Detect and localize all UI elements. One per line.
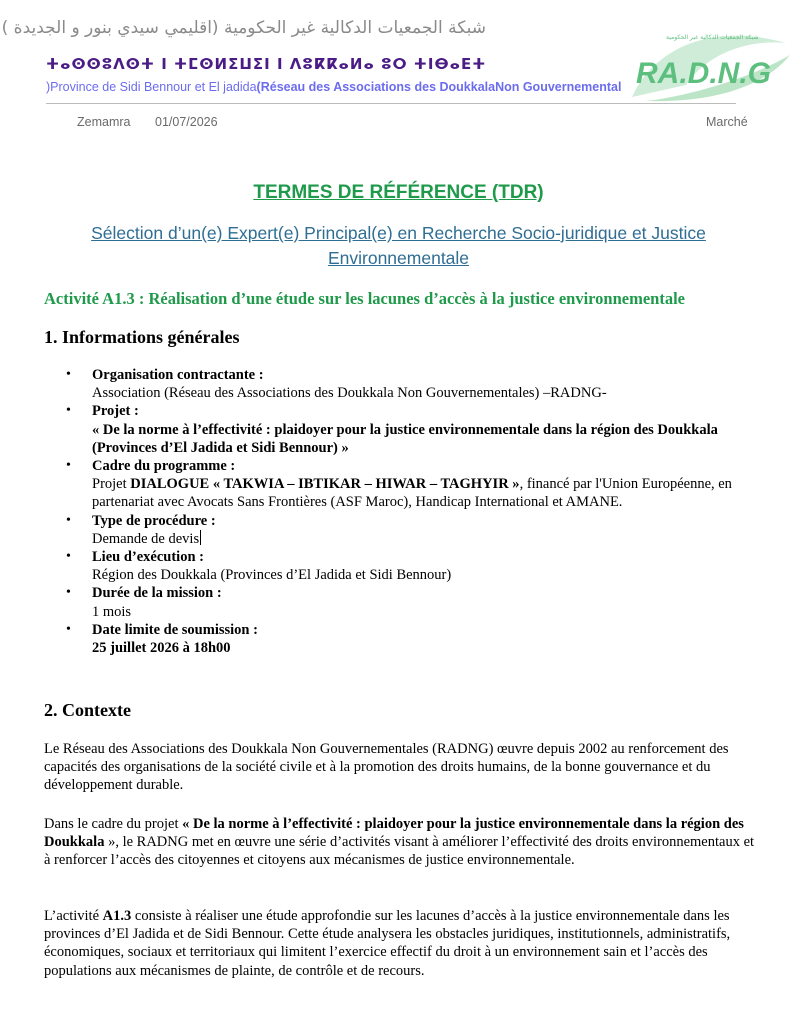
item-value (92, 530, 744, 548)
header-divider (46, 103, 736, 104)
logo-text: RA.D.N.G (636, 57, 771, 90)
item-value: « De la norme à l’effectivité : plaidoyer pour la justice environnementale dans la région des Doukkala (Provinces d’El Jadida et Sidi Bennour) » (92, 421, 718, 456)
value-suffix: , financé par l'Union Européenne, en partenariat avec Avocats Sans Frontières (ASF Maroc), Handicap International et AMANE. (92, 476, 732, 511)
context-paragraph-2 (44, 815, 756, 870)
item-label: • Type de procédure : (92, 512, 216, 529)
value-prefix: Projet (92, 476, 131, 493)
p3-bold: A1.3 (102, 908, 132, 924)
item-label: • Date limite de soumission : (92, 621, 258, 638)
list-item-location (44, 548, 744, 584)
activity-heading: Activité A1.3 : Réalisation d’une étude sur les lacunes d’accès à la justice environnementale (44, 289, 686, 308)
item-value: 25 juillet 2026 à 18h00 (92, 640, 231, 657)
radng-logo (626, 25, 791, 105)
list-item-procedure (44, 512, 744, 548)
general-info-list (44, 366, 744, 657)
item-value: 1 mois (92, 603, 132, 620)
item-label: • Organisation contractante : (92, 367, 264, 383)
value-text: Demande de devis (92, 530, 200, 547)
p2-prefix: Dans le cadre du projet (44, 816, 183, 832)
list-item-organization (44, 366, 744, 402)
p3-suffix: consiste à réaliser une étude approfondie sur les lacunes d’accès à la justice environnementale dans les provinces d’El Jadida et de Sidi Bennour. Cette étude analysera les obstacles juridiques, institutionnels, administratifs, économiques, sociaux et territoriaux qui limitent l’exercice effectif du droit à un environnement sain et l’accès des populations aux mécanismes de plainte, de contrôle et de recours. (44, 908, 731, 979)
list-item-deadline (44, 621, 744, 657)
context-paragraph-1: Le Réseau des Associations des Doukkala Non Gouvernementales (RADNG) œuvre depuis 2002 au renforcement des capacités des organisations de la société civile et à la promotion des droits humains, de la bonne gouvernance et du développement durable. (44, 741, 729, 794)
header-tifinagh-line: ⵜⴰⵙⵙⵓⴷⵙⵜ ⵏ ⵜⵎⵙⵍⵉⵡⵉⵏ ⵏ ⴷⵓⴽⴽⴰⵍⴰ ⵓⵔ ⵜⵏⴱⴰⴹⵜ (46, 55, 487, 73)
p2-bold: « De la norme à l’effectivité : plaidoyer pour la justice environnementale dans la région des Doukkala (44, 816, 744, 851)
page-subtitle: Sélection d’un(e) Expert(e) Principal(e) en Recherche Socio-juridique et Justice Environnementale (91, 223, 706, 268)
item-value: Association (Réseau des Associations des Doukkala Non Gouvernementales) –RADNG- (92, 385, 607, 402)
context-paragraph-3 (44, 907, 756, 980)
header-arabic-line: شبكة الجمعيات الدكالية غير الحكومية (اقليمي سيدي بنور و الجديدة ) (1, 18, 486, 38)
p3-prefix: L’activité (44, 908, 103, 924)
meta-city: Zemamra (77, 115, 131, 129)
meta-type: Marché (706, 115, 748, 129)
logo-arabic-text: شبكة الجمعيات الدكالية غير الحكومية (666, 34, 759, 41)
item-label: • Durée de la mission : (92, 585, 222, 602)
text-cursor (200, 530, 201, 545)
item-label: • Lieu d’exécution : (92, 549, 204, 566)
header-french-prefix: )Province de Sidi Bennour et El jadida (46, 80, 257, 94)
list-item-project (44, 402, 744, 457)
item-label: • Projet : (92, 403, 139, 420)
meta-date: 01/07/2026 (155, 115, 218, 129)
list-item-duration (44, 584, 744, 620)
page-title: TERMES DE RÉFÉRENCE (TDR) (253, 182, 544, 203)
value-bold: DIALOGUE « TAKWIA – IBTIKAR – HIWAR – TAGHYIR » (130, 476, 520, 493)
section-1-heading: 1. Informations générales (44, 327, 240, 347)
list-item-framework (44, 457, 744, 512)
item-value (92, 475, 744, 511)
header-french-line (46, 80, 621, 94)
item-label: • Cadre du programme : (92, 458, 236, 475)
item-value: Région des Doukkala (Provinces d’El Jadida et Sidi Bennour) (92, 567, 452, 584)
header-french-bold: (Réseau des Associations des DoukkalaNon Gouvernemental (256, 80, 622, 94)
section-2-heading: 2. Contexte (44, 700, 131, 720)
p2-suffix: », le RADNG met en œuvre une série d’activités visant à améliorer l’effectivité des droits environnementaux et à renforcer l’accès des citoyennes et citoyens aux mécanismes de justice environnementale. (44, 834, 755, 869)
